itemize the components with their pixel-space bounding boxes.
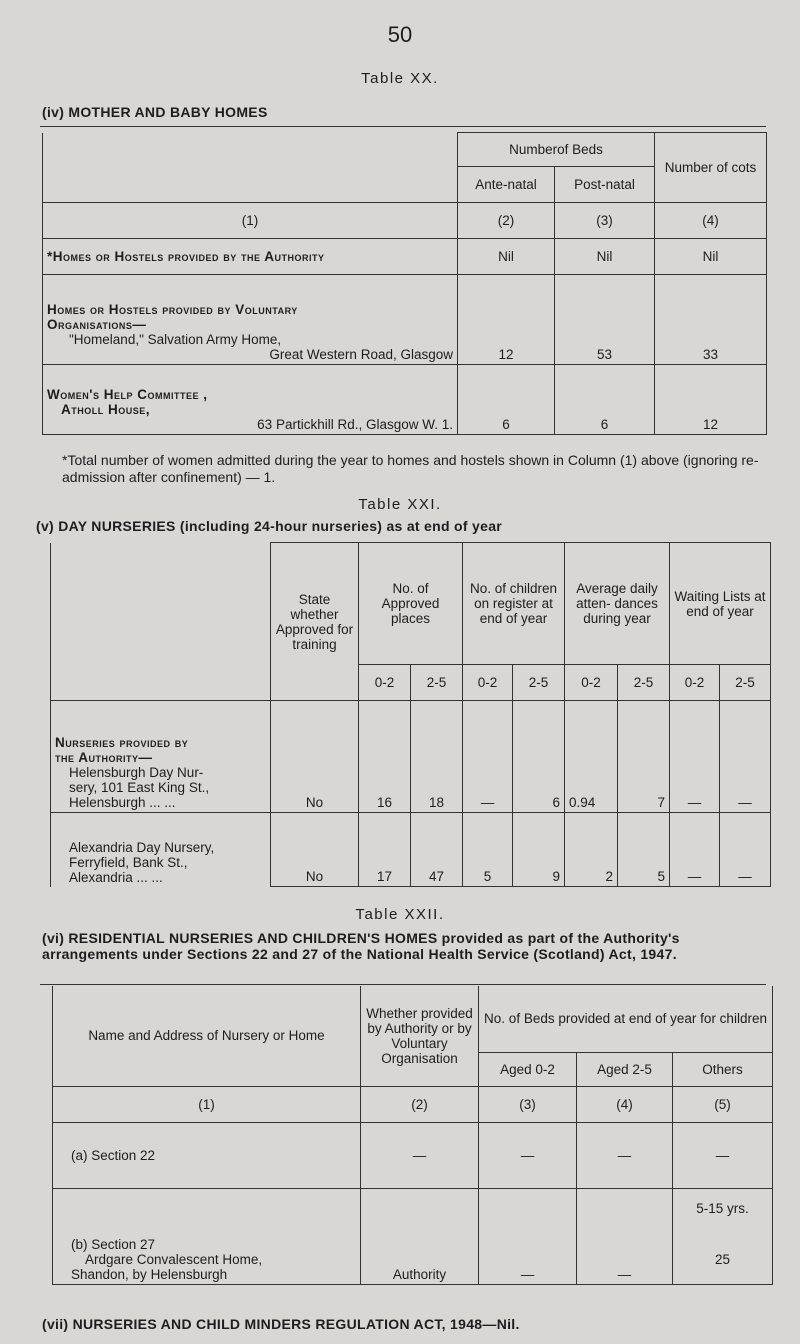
residential-nurseries-table bbox=[52, 986, 773, 1285]
column-number-1: (1) bbox=[53, 1086, 361, 1122]
places-0-2-value: 17 bbox=[359, 813, 411, 887]
post-natal-value: 6 bbox=[555, 365, 655, 435]
blank-header-cell bbox=[43, 133, 458, 203]
mother-baby-homes-table bbox=[42, 132, 767, 435]
table-row bbox=[51, 701, 771, 813]
cots-value: 33 bbox=[655, 275, 767, 365]
cots-value: Nil bbox=[655, 239, 767, 275]
aged-2-5-value: — bbox=[577, 1122, 673, 1188]
column-number-3: (3) bbox=[555, 203, 655, 239]
post-natal-header: Post-natal bbox=[555, 167, 655, 203]
attend-2-5-value: 7 bbox=[618, 701, 670, 813]
number-of-cots-header: Number of cots bbox=[655, 133, 767, 203]
approved-for-training-value: No bbox=[271, 813, 359, 887]
aged-0-2-header: Aged 0-2 bbox=[479, 1052, 577, 1086]
age-0-2-header: 0-2 bbox=[670, 665, 720, 701]
whether-provided-value: — bbox=[361, 1122, 479, 1188]
table-row bbox=[53, 1188, 773, 1284]
whether-provided-value: Authority bbox=[361, 1188, 479, 1284]
age-0-2-header: 0-2 bbox=[565, 665, 618, 701]
post-natal-value: 53 bbox=[555, 275, 655, 365]
register-2-5-value: 6 bbox=[513, 701, 565, 813]
table-row bbox=[43, 275, 767, 365]
attend-2-5-value: 5 bbox=[618, 813, 670, 887]
others-header: Others bbox=[673, 1052, 773, 1086]
residential-nurseries-heading: (vi) RESIDENTIAL NURSERIES AND CHILDREN'S HOMES provided as part of the Authority's arrangements under Sections 22 and 27 of the National Health Service (Scotland) Act, 1947. bbox=[42, 930, 680, 962]
waiting-0-2-value: — bbox=[670, 701, 720, 813]
age-0-2-header: 0-2 bbox=[463, 665, 513, 701]
row-label: *Homes or Hostels provided by the Authority bbox=[43, 239, 458, 275]
aged-0-2-value: — bbox=[479, 1188, 577, 1284]
post-natal-value: Nil bbox=[555, 239, 655, 275]
others-value: 5-15 yrs. 25 bbox=[673, 1188, 773, 1284]
number-of-beds-header: Numberof Beds bbox=[458, 133, 655, 167]
column-number-1: (1) bbox=[43, 203, 458, 239]
table-row bbox=[43, 239, 767, 275]
row-label: (a) Section 22 bbox=[53, 1122, 361, 1188]
approved-for-training-value: No bbox=[271, 701, 359, 813]
cots-value: 12 bbox=[655, 365, 767, 435]
ante-natal-value: Nil bbox=[458, 239, 555, 275]
table-xxi-caption: Table XXI. bbox=[358, 496, 442, 513]
average-attendances-header: Average daily atten- dances during year bbox=[565, 543, 670, 665]
page-number: 50 bbox=[387, 22, 413, 47]
mother-baby-homes-heading: (iv) MOTHER AND BABY HOMES bbox=[42, 104, 268, 120]
whether-provided-header: Whether provided by Authority or by Voluntary Organisation bbox=[361, 986, 479, 1086]
aged-0-2-value: — bbox=[479, 1122, 577, 1188]
table-xx-caption: Table XX. bbox=[361, 70, 439, 87]
aged-2-5-value: — bbox=[577, 1188, 673, 1284]
state-approved-header: State whether Approved for training bbox=[271, 543, 359, 701]
aged-2-5-header: Aged 2-5 bbox=[577, 1052, 673, 1086]
attend-0-2-value: 0.94 bbox=[565, 701, 618, 813]
attend-0-2-value: 2 bbox=[565, 813, 618, 887]
waiting-2-5-value: — bbox=[720, 813, 771, 887]
age-2-5-header: 2-5 bbox=[513, 665, 565, 701]
row-label: (b) Section 27 Ardgare Convalescent Home, Shandon, by Helensburgh bbox=[53, 1188, 361, 1284]
register-2-5-value: 9 bbox=[513, 813, 565, 887]
ante-natal-value: 6 bbox=[458, 365, 555, 435]
places-2-5-value: 47 bbox=[411, 813, 463, 887]
waiting-0-2-value: — bbox=[670, 813, 720, 887]
table-xxii-caption: Table XXII. bbox=[355, 906, 445, 923]
ante-natal-header: Ante-natal bbox=[458, 167, 555, 203]
waiting-lists-header: Waiting Lists at end of year bbox=[670, 543, 771, 665]
heading-underline bbox=[40, 984, 766, 985]
register-0-2-value: — bbox=[463, 701, 513, 813]
others-value: — bbox=[673, 1122, 773, 1188]
beds-provided-header: No. of Beds provided at end of year for children bbox=[479, 986, 773, 1052]
table-row bbox=[51, 813, 771, 887]
day-nurseries-table bbox=[50, 542, 771, 887]
ante-natal-value: 12 bbox=[458, 275, 555, 365]
register-0-2-value: 5 bbox=[463, 813, 513, 887]
nurseries-child-minders-footer: (vii) NURSERIES AND CHILD MINDERS REGULATION ACT, 1948—Nil. bbox=[42, 1316, 520, 1332]
column-number-4: (4) bbox=[577, 1086, 673, 1122]
blank-header-cell bbox=[51, 543, 271, 701]
column-number-2: (2) bbox=[458, 203, 555, 239]
age-0-2-header: 0-2 bbox=[359, 665, 411, 701]
row-label: Nurseries provided by the Authority— Helensburgh Day Nur- sery, 101 East King St., Helensburgh ... ... bbox=[51, 701, 271, 813]
approved-places-header: No. of Approved places bbox=[359, 543, 463, 665]
children-on-register-header: No. of children on register at end of year bbox=[463, 543, 565, 665]
column-number-3: (3) bbox=[479, 1086, 577, 1122]
row-label: Alexandria Day Nursery, Ferryfield, Bank St., Alexandria ... ... bbox=[51, 813, 271, 887]
places-0-2-value: 16 bbox=[359, 701, 411, 813]
column-number-4: (4) bbox=[655, 203, 767, 239]
name-address-header: Name and Address of Nursery or Home bbox=[53, 986, 361, 1086]
age-2-5-header: 2-5 bbox=[411, 665, 463, 701]
waiting-2-5-value: — bbox=[720, 701, 771, 813]
age-2-5-header: 2-5 bbox=[618, 665, 670, 701]
table-row bbox=[43, 365, 767, 435]
table-xx-footnote: *Total number of women admitted during the year to homes and hostels shown in Column (1) above (ignoring re-admission after confinement) — 1. bbox=[62, 452, 759, 485]
heading-underline bbox=[40, 126, 766, 127]
table-row bbox=[53, 1122, 773, 1188]
row-label: Homes or Hostels provided by Voluntary Organisations— "Homeland," Salvation Army Home, Great Western Road, Glasgow bbox=[43, 275, 458, 365]
row-label: Women's Help Committee , Atholl House, 63 Partickhill Rd., Glasgow W. 1. bbox=[43, 365, 458, 435]
column-number-2: (2) bbox=[361, 1086, 479, 1122]
age-2-5-header: 2-5 bbox=[720, 665, 771, 701]
places-2-5-value: 18 bbox=[411, 701, 463, 813]
column-number-5: (5) bbox=[673, 1086, 773, 1122]
day-nurseries-heading: (v) DAY NURSERIES (including 24-hour nurseries) as at end of year bbox=[36, 518, 503, 534]
